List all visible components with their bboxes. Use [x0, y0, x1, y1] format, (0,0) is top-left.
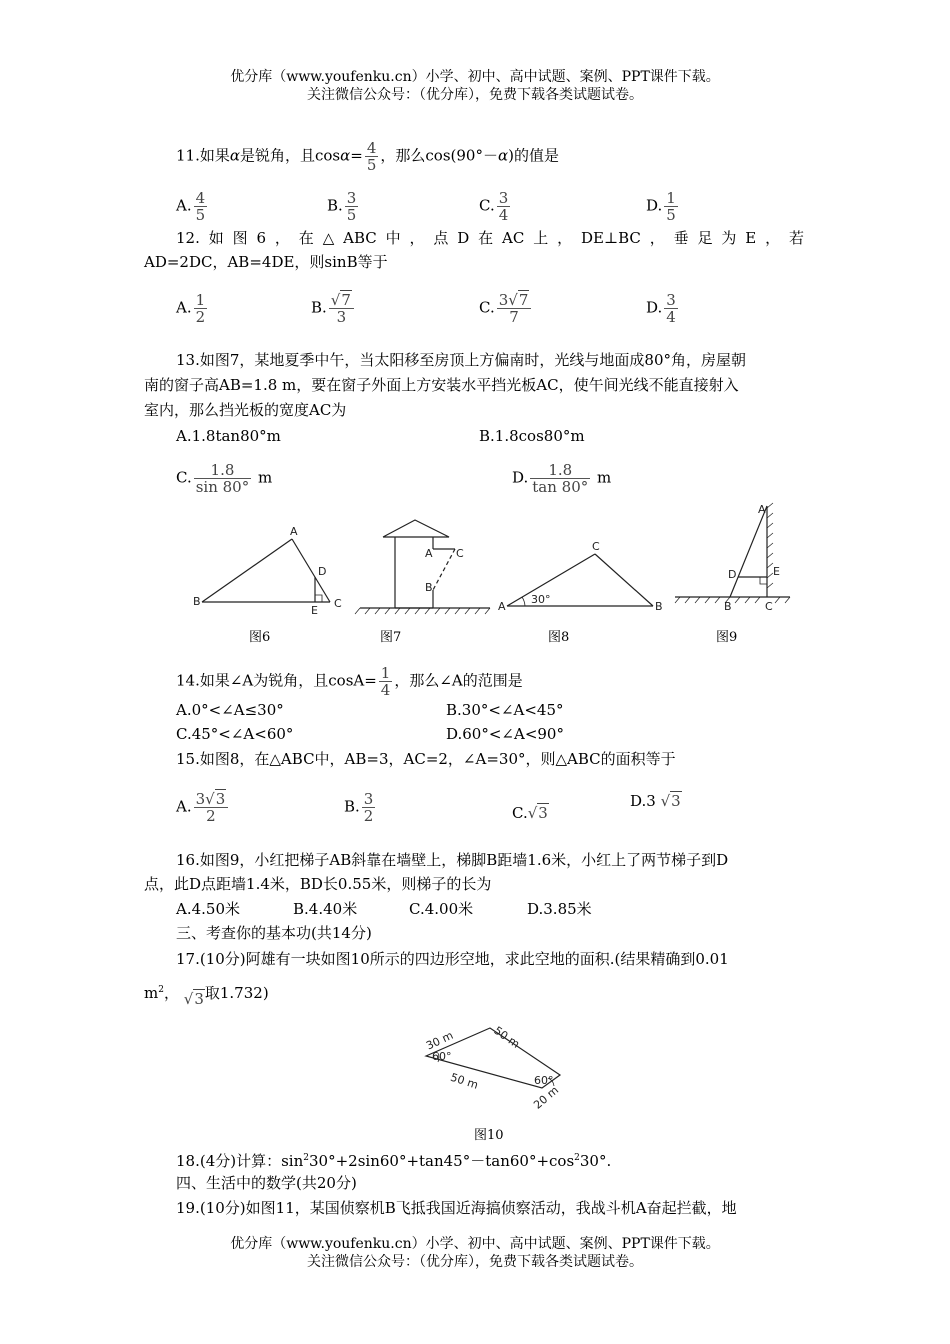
q13-line-3: 室内，那么挡光板的宽度AC为 — [144, 401, 347, 419]
q11-option-b: B. $\frac{3}{5}$ — [327, 189, 357, 224]
header-line-2: 关注微信公众号：（优分库），免费下载各类试题试卷。 — [307, 87, 643, 103]
q17-line-2: $m^2$， √3取1.732) — [144, 984, 269, 1008]
f9-label-a: A — [758, 503, 766, 516]
footer-line-1: 优分库（www.youfenku.cn）小学、初中、高中试题、案例、PPT课件下载。 — [230, 1236, 720, 1252]
f7-label-a: A — [425, 547, 433, 560]
q16-option-b: B.4.40米 — [293, 900, 358, 918]
q13-option-a: A.1.8tan80°m — [176, 427, 281, 445]
f7-label-b: B — [425, 581, 433, 594]
f8-label-a: A — [498, 600, 506, 613]
q13-option-c: C. $\frac{1.8}{\sin 80^\circ}$ m — [176, 461, 273, 496]
q15-option-b: B. $\frac{3}{2}$ — [344, 790, 374, 825]
q15-stem: 15.如图8，在△ABC中，AB=3，AC=2，∠A=30°，则△ABC的面积等于 — [176, 750, 676, 768]
f9-label-c: C — [765, 600, 773, 613]
q13-option-d: D. $\frac{1.8}{\tan 80^\circ}$ m — [512, 461, 612, 496]
f6-label-c: C — [334, 597, 342, 610]
q15-option-d: D.3 √3 — [630, 792, 681, 810]
section-4-title: 四、生活中的数学(共20分) — [176, 1174, 357, 1192]
f6-right-angle — [315, 595, 322, 602]
f6-label-b: B — [193, 595, 201, 608]
f6-label-d: D — [318, 565, 327, 578]
q14-stem: 14.如果∠A为锐角，且cosA= $\frac{1}{4}$ ，那么∠A的范围是 — [176, 664, 523, 699]
q13-option-b: B.1.8cos80°m — [479, 427, 585, 445]
q14-option-c: C.45°<∠A<60° — [176, 725, 294, 743]
f7-label-c: C — [456, 547, 464, 560]
figure-9 — [670, 498, 795, 616]
q12-line-1: 12.如图6，在△ABC中，点D在AC上，DE⊥BC，垂足为E，若 — [176, 229, 804, 247]
f7-roof — [383, 520, 449, 537]
f8-angle-label: 30° — [531, 593, 551, 606]
q12-option-d: D. $\frac{3}{4}$ — [646, 291, 676, 326]
q13-line-1: 13.如图7，某地夏季中午，当太阳移至房顶上方偏南时，光线与地面成80°角，房屋朝 — [176, 351, 746, 369]
footer-line-2: 关注微信公众号：（优分库），免费下载各类试题试卷。 — [307, 1254, 643, 1270]
q13-line-2: 南的窗子高AB=1.8 m，要在窗子外面上方安装水平挡光板AC，使午间光线不能直接射入 — [144, 376, 739, 394]
q16-option-d: D.3.85米 — [527, 900, 592, 918]
f10-angle-60-right: 60° — [534, 1074, 554, 1087]
f7-sun-ray — [433, 549, 455, 590]
figure-6 — [190, 525, 350, 615]
f9-label-b: B — [724, 600, 732, 613]
header-line-1: 优分库（www.youfenku.cn）小学、初中、高中试题、案例、PPT课件下载。 — [230, 69, 720, 85]
figure-10 — [420, 1020, 570, 1110]
caption-figure-10: 图10 — [474, 1128, 504, 1143]
q12-option-c: C. $\frac{3√7}{7}$ — [479, 292, 533, 325]
caption-figure-6: 图6 — [249, 630, 271, 645]
q14-option-d: D.60°<∠A<90° — [446, 725, 564, 743]
f8-angle-arc — [522, 597, 525, 606]
q12-option-b: B. $\frac{√7}{3}$ — [311, 292, 356, 325]
f10-angle-60-left: 60° — [432, 1050, 452, 1063]
f10-side-20: 20 m — [531, 1083, 562, 1112]
q11-fraction: $\frac{4}{5}$ — [366, 139, 377, 174]
f8-label-b: B — [655, 600, 663, 613]
q16-option-c: C.4.00米 — [409, 900, 474, 918]
f9-label-d: D — [728, 568, 737, 581]
q11-option-d: D. $\frac{1}{5}$ — [646, 189, 676, 224]
f8-side-ac — [507, 554, 595, 606]
figure-7 — [355, 515, 490, 615]
q16-line-1: 16.如图9，小红把梯子AB斜靠在墙壁上，梯脚B距墙1.6米，小红上了两节梯子到D — [176, 851, 729, 869]
f10-side-50-bottom: 50 m — [448, 1070, 480, 1092]
q16-line-2: 点，此D点距墙1.4米，BD长0.55米，则梯子的长为 — [144, 875, 492, 893]
q17-line-1: 17.(10分)阿雄有一块如图10所示的四边形空地，求此空地的面积.(结果精确到0.01 — [176, 950, 729, 968]
q16-option-a: A.4.50米 — [176, 900, 240, 918]
f6-label-a: A — [290, 525, 298, 538]
q11-option-c: C. $\frac{3}{4}$ — [479, 189, 509, 224]
caption-figure-7: 图7 — [380, 630, 402, 645]
q15-option-a: A. $\frac{3√3}{2}$ — [176, 791, 230, 824]
q11-stem: 11.如果α是锐角，且cosα= $\frac{4}{5}$ ，那么cos(90°－α)的值是 — [176, 139, 559, 174]
f8-label-c: C — [592, 540, 600, 553]
f8-side-bc — [595, 554, 653, 606]
f9-label-e: E — [773, 565, 780, 578]
section-3-title: 三、考查你的基本功(共14分) — [176, 924, 372, 942]
q19-line-1: 19.(10分)如图11，某国侦察机B飞抵我国近海搞侦察活动，我战斗机A奋起拦截，地 — [176, 1199, 737, 1217]
f9-ladder-ab — [730, 506, 767, 597]
q11-option-a: A. $\frac{4}{5}$ — [176, 189, 206, 224]
f10-side-50-top: 50 m — [491, 1023, 523, 1051]
caption-figure-9: 图9 — [716, 630, 738, 645]
q12-line-2: AD=2DC，AB=4DE，则sinB等于 — [144, 253, 388, 271]
caption-figure-8: 图8 — [548, 630, 570, 645]
q14-option-a: A.0°<∠A≤30° — [176, 701, 284, 719]
figure-8 — [495, 540, 665, 615]
f10-side-30: 30 m — [424, 1028, 456, 1053]
f6-label-e: E — [311, 604, 318, 617]
f9-right-angle — [760, 577, 767, 584]
f6-side-ab — [202, 539, 292, 602]
q14-option-b: B.30°<∠A<45° — [446, 701, 564, 719]
q12-option-a: A. $\frac{1}{2}$ — [176, 291, 206, 326]
q18-stem: 18.(4分)计算：$\sin^230^\circ+2\sin 60^\circ+\tan 45^\circ-\tan 60^\circ+\cos^230^\circ$. — [176, 1152, 612, 1170]
q15-option-c: C.√3 — [512, 804, 548, 822]
